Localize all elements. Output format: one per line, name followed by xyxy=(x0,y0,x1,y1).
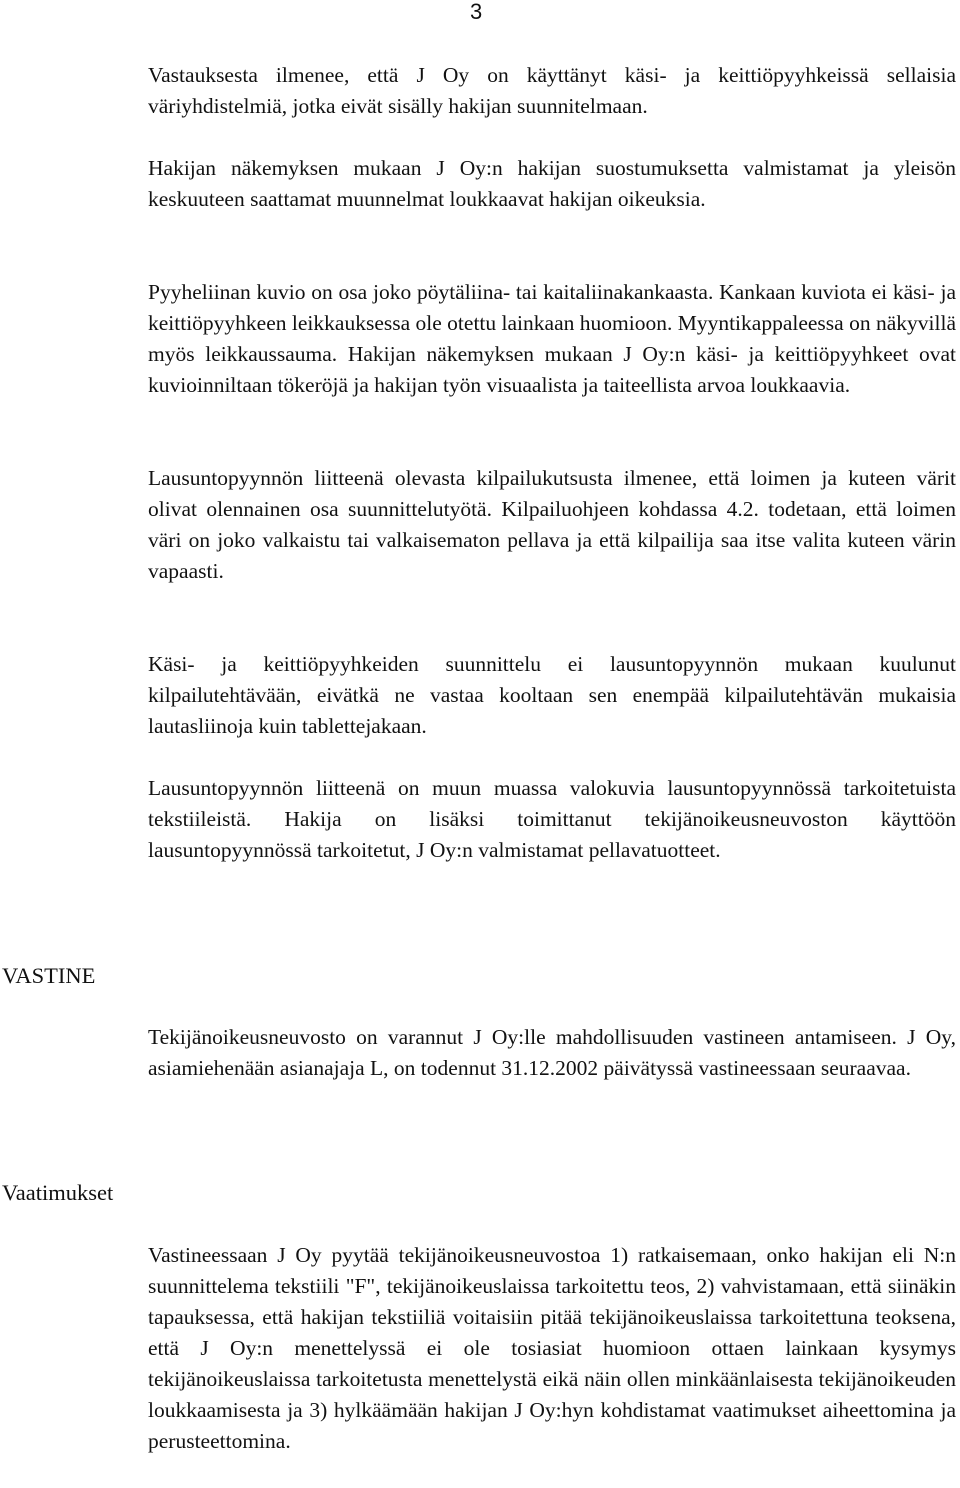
page-number: 3 xyxy=(470,0,483,24)
paragraph-response-opportunity: Tekijänoikeusneuvosto on varannut J Oy:lle mahdollisuuden vastineen antamiseen. J Oy, asiamiehenään asianajaja L, on todennut 31.12.2002 päivätyssä vastineessaan seuraavaa. xyxy=(148,1025,956,1080)
paragraph-towel-pattern: Pyyheliinan kuvio on osa joko pöytäliina- tai kaitaliinakankaasta. Kankaan kuviota ei käsi- ja keittiöpyyhkeen leikkauksessa ole otettu lainkaan huomioon. Myyntikappaleessa on näkyvillä myös leikkaussauma. Hakijan näkemyksen mukaan J Oy:n käsi- ja keittiöpyyhkeet ovat kuvioinniltaan tökeröjä ja hakijan työn visuaalista ja taiteellista arvoa loukkaavia. xyxy=(148,280,956,397)
paragraph-variations: Vastauksesta ilmenee, että J Oy on käyttänyt käsi- ja keittiöpyyhkeissä sellaisia väriyhdistelmiä, jotka eivät sisälly hakijan suunnitelmaan. xyxy=(148,63,956,118)
paragraph-applicant-view: Hakijan näkemyksen mukaan J Oy:n hakijan suostumuksetta valmistamat ja yleisön keskuuteen saattamat muunnelmat loukkaavat hakijan oikeuksia. xyxy=(148,156,956,211)
paragraph-competition-invitation: Lausuntopyynnön liitteenä olevasta kilpailukutsusta ilmenee, että loimen ja kuteen värit olivat olennainen osa suunnittelutyötä. Kilpailuohjeen kohdassa 4.2. todetaan, että loimen väri on joko valkaistu tai valkaisematon pellava ja että kilpailija saa itse valita kuteen värin vapaasti. xyxy=(148,466,956,583)
section-heading-vastine: VASTINE xyxy=(2,963,96,988)
section-heading-vaatimukset: Vaatimukset xyxy=(2,1180,114,1205)
paragraph-towel-design: Käsi- ja keittiöpyyhkeiden suunnittelu ei lausuntopyynnön mukaan kuulunut kilpailutehtävään, eivätkä ne vastaa kooltaan sen enempää kilpailutehtävän mukaisia lautasliinoja kuin tablettejakaan. xyxy=(148,652,956,738)
paragraph-photos-appendix: Lausuntopyynnön liitteenä on muun muassa valokuvia lausuntopyynnössä tarkoitetuista tekstiileistä. Hakija on lisäksi toimittanut tekijänoikeusneuvoston käyttöön lausuntopyynnössä tarkoitetut, J Oy:n valmistamat pellavatuotteet. xyxy=(148,776,956,862)
paragraph-demands: Vastineessaan J Oy pyytää tekijänoikeusneuvostoa 1) ratkaisemaan, onko hakijan eli N:n suunnittelema tekstiili "F", tekijänoikeuslaissa tarkoitettu teos, 2) vahvistamaan, että siinäkin tapauksessa, että hakijan tekstiiliä voitaisiin pitää tekijänoikeuslaissa tarkoitettuna teoksena, että J Oy:n menettelyssä ei ole tosiasiat huomioon ottaen lainkaan kysymys tekijänoikeuslaissa tarkoitetusta menettelystä eikä näin ollen minkäänlaisesta tekijänoikeuden loukkaamisesta ja 3) hylkäämään hakijan J Oy:hyn kohdistamat vaatimukset aiheettomina ja perusteettomina. xyxy=(148,1243,956,1453)
